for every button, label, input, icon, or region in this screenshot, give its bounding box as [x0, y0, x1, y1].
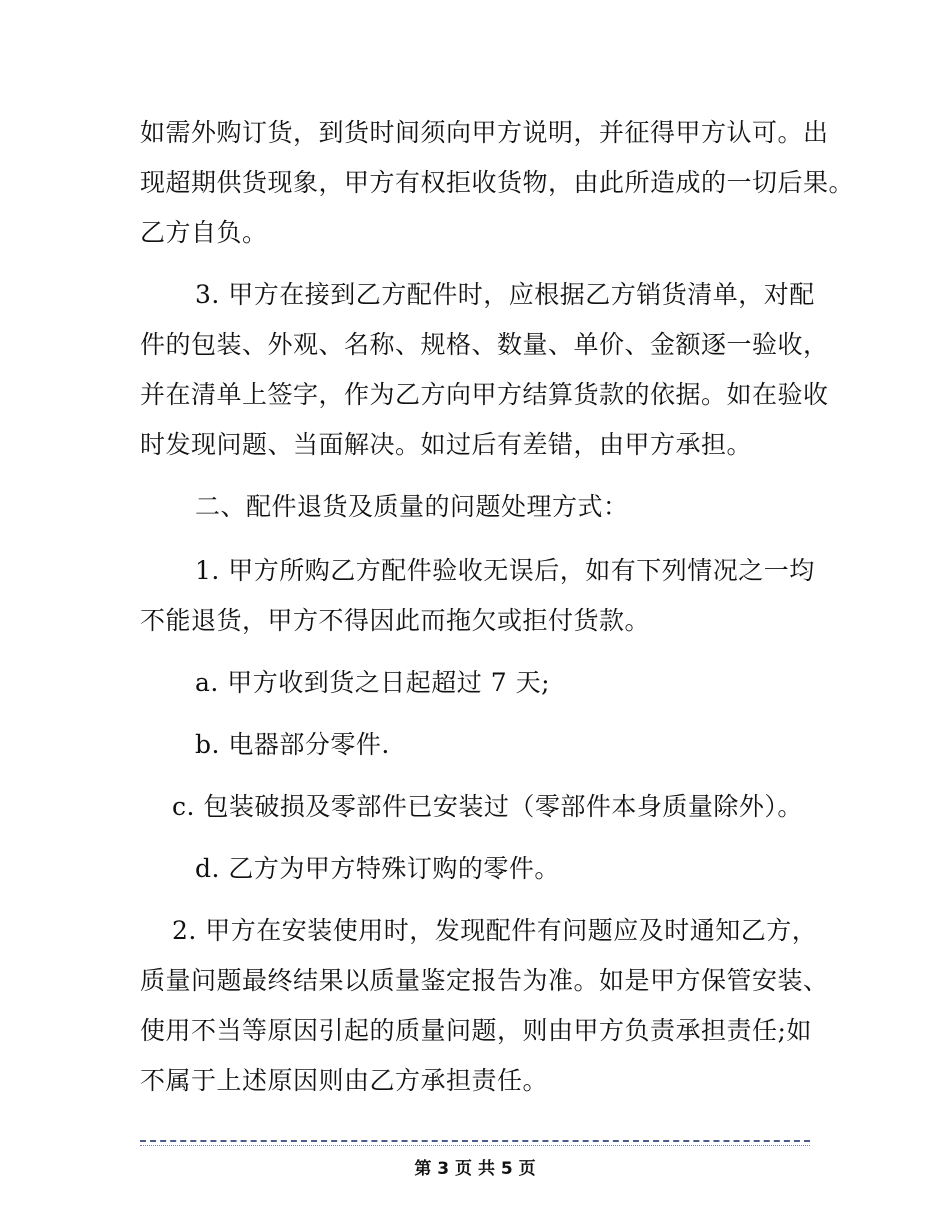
- footer-divider: [140, 1140, 810, 1142]
- body-text-line: 2. 甲方在安装使用时，发现配件有问题应及时通知乙方，: [172, 916, 818, 945]
- footer-divider-secondary: [140, 1145, 810, 1146]
- body-text-line: 3. 甲方在接到乙方配件时，应根据乙方销货清单，对配: [195, 280, 815, 309]
- body-text-line: 乙方自负。: [140, 218, 268, 247]
- page-number: 第 3 页 共 5 页: [414, 1159, 536, 1179]
- body-text-line: 并在清单上签字，作为乙方向甲方结算货款的依据。如在验收: [140, 380, 829, 409]
- list-item: a. 甲方收到货之日起超过 7 天;: [195, 668, 551, 697]
- body-text-line: 不能退货，甲方不得因此而拖欠或拒付货款。: [140, 606, 651, 635]
- body-text-line: 使用不当等原因引起的质量问题，则由甲方负责承担责任;如: [140, 1016, 812, 1045]
- body-text-line: 不属于上述原因则由乙方承担责任。: [140, 1066, 549, 1095]
- body-text-line: 时发现问题、当面解决。如过后有差错，由甲方承担。: [140, 430, 753, 459]
- list-item: d. 乙方为甲方特殊订购的零件。: [195, 854, 560, 883]
- body-text-line: 如需外购订货，到货时间须向甲方说明，并征得甲方认可。出: [140, 118, 829, 147]
- body-text-line: 1. 甲方所购乙方配件验收无误后，如有下列情况之一均: [195, 556, 815, 585]
- list-item: c. 包装破损及零部件已安装过（零部件本身质量除外）。: [172, 792, 803, 821]
- body-text-line: 现超期供货现象，甲方有权拒收货物，由此所造成的一切后果。: [140, 168, 855, 197]
- section-heading: 二、配件退货及质量的问题处理方式：: [195, 492, 629, 521]
- body-text-line: 质量问题最终结果以质量鉴定报告为准。如是甲方保管安装、: [140, 966, 829, 995]
- list-item: b. 电器部分零件.: [195, 730, 390, 759]
- body-text-line: 件的包装、外观、名称、规格、数量、单价、金额逐一验收，: [140, 330, 829, 359]
